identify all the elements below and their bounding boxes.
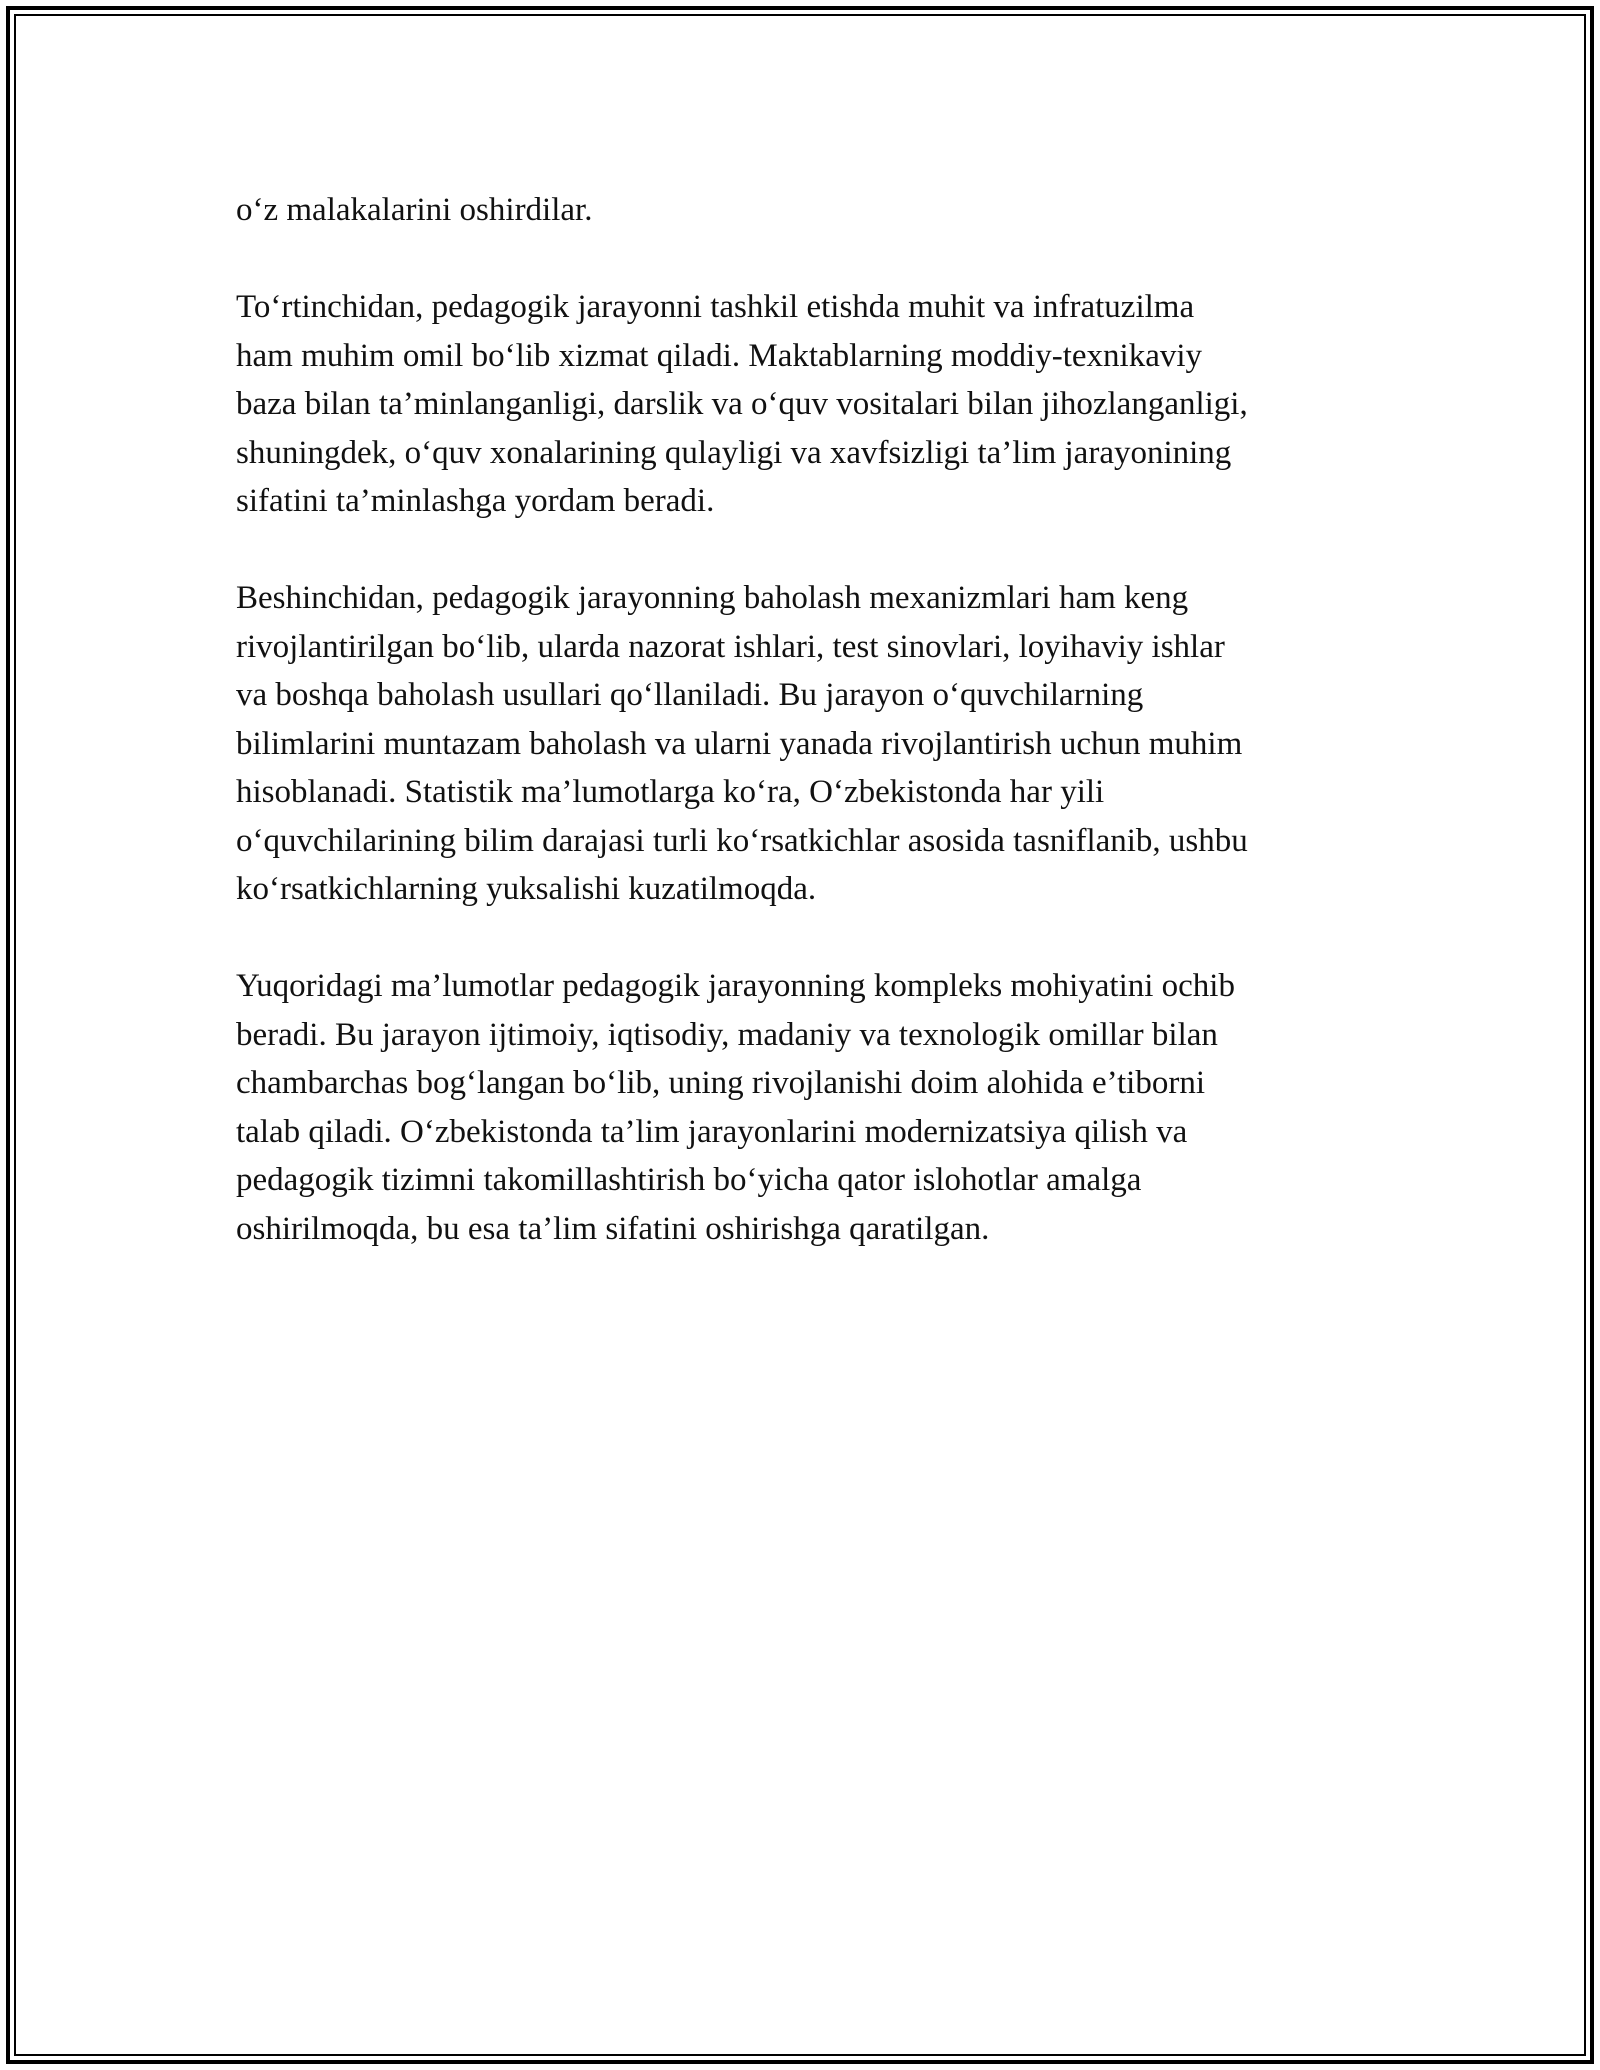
paragraph-conclusion: Yuqoridagi ma’lumotlar pedagogik jarayonning kompleks mohiyatini ochib beradi. Bu jarayon ijtimoiy, iqtisodiy, madaniy va texnologik omillar bilan chambarchas bog‘langan bo‘lib, uning rivojlanishi doim alohida e’tiborni talab qiladi. O‘zbekistonda ta’lim jarayonlarini modernizatsiya qilish va pedagogik tizimni takomillashtirish bo‘yicha qator islohotlar amalga oshirilmoqda, bu esa ta’lim sifatini oshirishga qaratilgan. <box>236 968 1235 1247</box>
paragraph-fourth-point: To‘rtinchidan, pedagogik jarayonni tashkil etishda muhit va infratuzilma ham muhim omil bo‘lib xizmat qiladi. Maktablarning moddiy-texnikaviy baza bilan ta’minlanganligi, darslik va o‘quv vositalari bilan jihozlanganligi, shuningdek, o‘quv xonalarining qulayligi va xavfsizligi ta’lim jarayonining sifatini ta’minlashga yordam beradi. <box>236 289 1248 519</box>
paragraph-continuation: o‘z malakalarini oshirdilar. <box>236 192 593 228</box>
paragraph-fifth-point: Beshinchidan, pedagogik jarayonning baholash mexanizmlari ham keng rivojlantirilgan bo‘lib, ularda nazorat ishlari, test sinovlari, loyihaviy ishlar va boshqa baholash usullari qo‘llaniladi. Bu jarayon o‘quvchilarning bilimlarini muntazam baholash va ularni yanada rivojlantirish uchun muhim hisoblanadi. Statistik ma’lumotlarga ko‘ra, O‘zbekistonda har yili o‘quvchilarining bilim darajasi turli ko‘rsatkichlar asosida tasniflanib, ushbu ko‘rsatkichlarning yuksalishi kuzatilmoqda. <box>236 580 1248 907</box>
document-body <box>236 186 1416 1302</box>
